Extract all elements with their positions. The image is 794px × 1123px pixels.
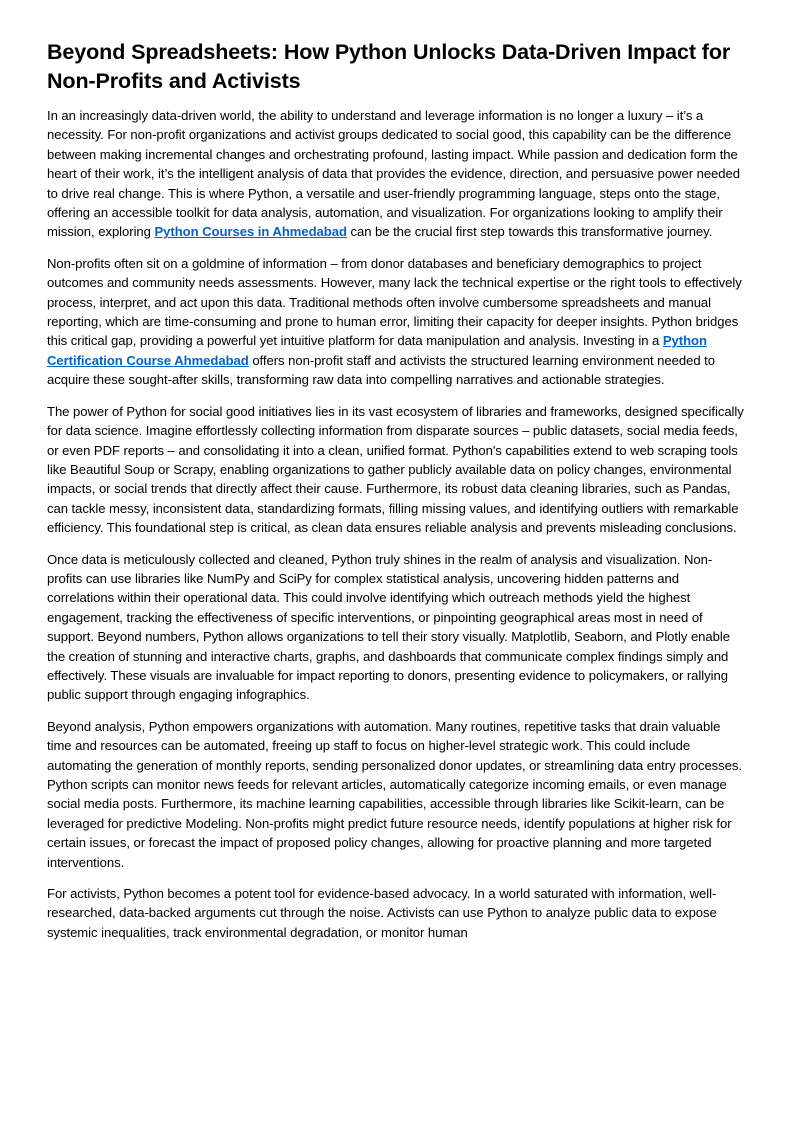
paragraph-goldmine-text-end: offers non-profit staff and activists the structured learning environment needed to acquire these sought-after skills, transforming raw data into compelling narratives and actionable strategies. [47,352,715,388]
paragraph-automation: Beyond analysis, Python empowers organizations with automation. Many routines, repetitive tasks that drain valuable time and resources can be automated, freeing up staff to focus on higher-level strategic work. This could include automating the generation of monthly reports, sending personalized donor updates, or streamlining data entry processes. Python scripts can monitor news feeds for relevant articles, automatically categorize incoming emails, or even manage social media posts. Furthermore, its machine learning capabilities, accessible through libraries like Scikit-learn, can be leveraged for predictive Modeling. Non-profits might predict future resource needs, identify populations at higher risk for certain issues, or forecast the impact of proposed policy changes, allowing for proactive planning and more targeted interventions. [47,718,742,870]
paragraph-goldmine-text: Non-profits often sit on a goldmine of information – from donor databases and beneficiary demographics to project outcomes and community needs assessments. However, many lack the technical expertise or the right tools to effectively process, interpret, and act upon this data. Traditional methods often involve cumbersome spreadsheets and manual reporting, which are time-consuming and prone to human error, limiting their capacity for deeper insights. Python bridges this critical gap, providing a powerful yet intuitive platform for data manipulation and analysis. Investing in a [47,255,742,349]
article-title: Beyond Spreadsheets: How Python Unlocks Data-Driven Impact for Non-Profits and Activists [47,40,731,93]
paragraph-analysis: Once data is meticulously collected and cleaned, Python truly shines in the realm of analysis and visualization. Non-profits can use libraries like NumPy and SciPy for complex statistical analysis, uncovering hidden patterns and correlations within their operational data. This could involve identifying which outreach methods yield the highest engagement, tracking the effectiveness of specific interventions, or pinpointing geographical areas most in need of support. Beyond numbers, Python allows organizations to tell their story visually. Matplotlib, Seaborn, and Plotly enable the creation of stunning and interactive charts, graphs, and dashboards that communicate complex findings simply and effectively. These visuals are invaluable for impact reporting to donors, presenting evidence to policymakers, or rallying public support through engaging infographics. [47,551,730,703]
paragraph-intro-text: In an increasingly data-driven world, the ability to understand and leverage information is no longer a luxury – it’s a necessity. For non-profit organizations and activist groups dedicated to social good, this capability can be the difference between making incremental changes and orchestrating profound, lasting impact. While passion and dedication form the heart of their work, it’s the intelligent analysis of data that provides the evidence, direction, and persuasive power needed to drive real change. This is where Python, a versatile and user-friendly programming language, steps onto the stage, offering an accessible toolkit for data analysis, automation, and visualization. For organizations looking to amplify their mission, exploring [47,108,740,240]
paragraph-ecosystem: The power of Python for social good initiatives lies in its vast ecosystem of libraries and frameworks, designed specifically for data science. Imagine effortlessly collecting information from disparate sources – public datasets, social media feeds, or even PDF reports – and consolidating it into a clean, unified format. Python's capabilities extend to web scraping tools like Beautiful Soup or Scrapy, enabling organizations to gather publicly available data on policy changes, environmental impacts, or social trends that directly affect their cause. Furthermore, its robust data cleaning libraries, such as Pandas, can tackle messy, inconsistent data, standardizing formats, filling missing values, and identifying outliers with remarkable efficiency. This foundational step is critical, as clean data ensures reliable analysis and prevents misleading conclusions. [47,403,744,536]
paragraph-intro [47,106,747,242]
python-courses-ahmedabad-link[interactable]: Python Courses in Ahmedabad [154,224,347,240]
paragraph-goldmine [47,254,747,390]
paragraph-activists: For activists, Python becomes a potent tool for evidence-based advocacy. In a world saturated with information, well-researched, data-backed arguments cut through the noise. Activists can use Python to analyze public data to expose systemic inequalities, track environmental degradation, or monitor human [47,886,717,940]
python-certification-course-link[interactable]: Python Certification Course Ahmedabad [47,333,707,368]
paragraph-intro-text-end: can be the crucial first step towards this transformative journey. [346,224,713,240]
document-page [47,38,747,954]
